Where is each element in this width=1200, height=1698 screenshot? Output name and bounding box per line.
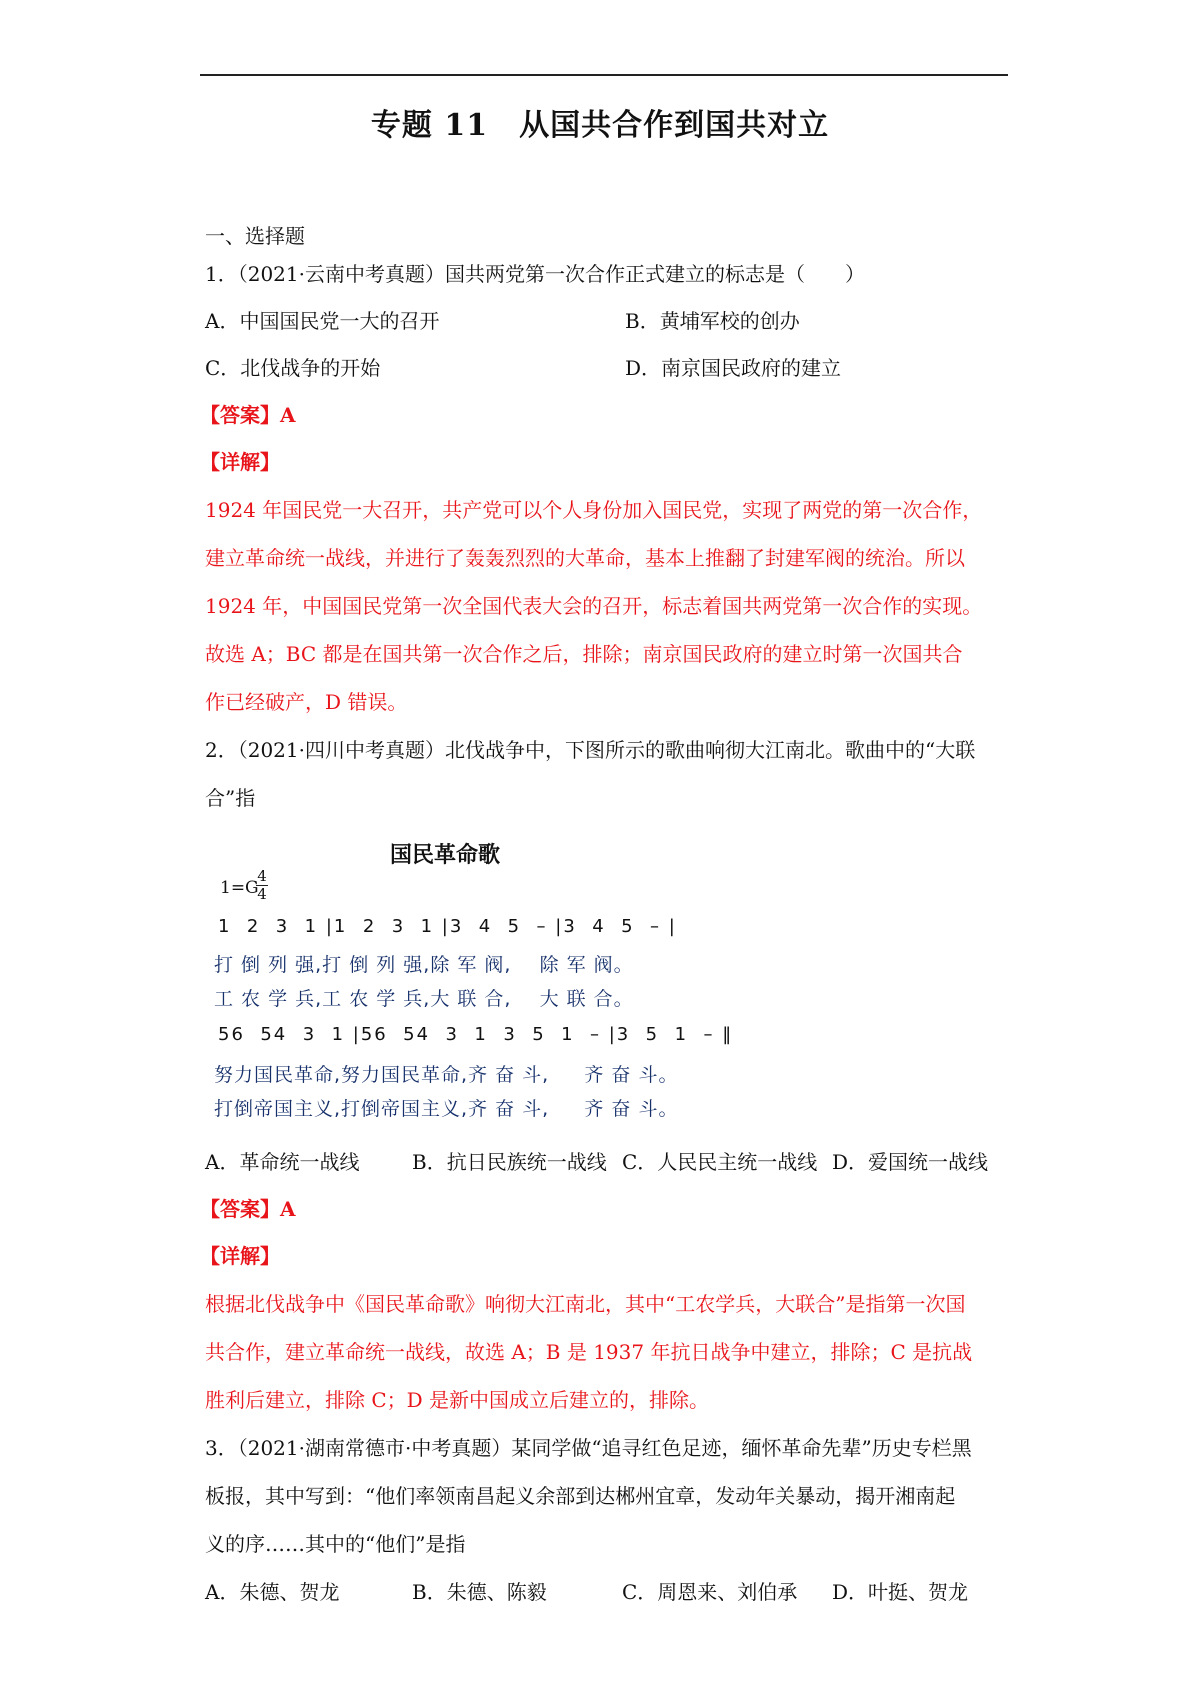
q1-option-c: C．北伐战争的开始 [205,356,381,380]
header-rule [200,74,1008,76]
q2-explanation-line: 根据北伐战争中《国民革命歌》响彻大江南北，其中“工农学兵，大联合”是指第一次国 [205,1292,966,1316]
section-label: 一、选择题 [205,224,305,248]
q1-stem: 1．（2021·云南中考真题）国共两党第一次合作正式建立的标志是（ ） [205,262,865,286]
song-lyric-line: 打 倒 列 强,打 倒 列 强,除 军 阀, 除 军 阀。 [214,954,634,976]
song-lyric-line: 工 农 学 兵,工 农 学 兵,大 联 合, 大 联 合。 [214,988,634,1010]
q2-option-d: D．爱国统一战线 [832,1150,989,1174]
q2-answer: 【答案】A [200,1197,296,1221]
q2-option-c: C．人民民主统一战线 [622,1150,818,1174]
q1-explanation-line: 1924 年，中国国民党第一次全国代表大会的召开，标志着国共两党第一次合作的实现。 [205,594,983,618]
song-time-signature [256,868,268,903]
song-key: 1=G [220,878,259,898]
q2-detail-label: 【详解】 [200,1244,280,1268]
q2-option-a: A．革命统一战线 [205,1150,360,1174]
song-score-image [210,838,734,1128]
q1-explanation-line: 建立革命统一战线，并进行了轰轰烈烈的大革命，基本上推翻了封建军阀的统治。所以 [205,546,965,570]
time-bottom: 4 [257,885,267,903]
time-top: 4 [257,867,267,885]
q3-option-a: A．朱德、贺龙 [205,1580,340,1604]
song-notes-line: 1 2 3 1 |1 2 3 1 |3 4 5 – |3 4 5 – | [218,916,677,937]
q2-stem-line: 合”指 [205,786,256,810]
q1-explanation-line: 1924 年国民党一大召开，共产党可以个人身份加入国民党，实现了两党的第一次合作， [205,498,983,522]
song-notes-line: 56 54 3 1 |56 54 3 1 3 5 1 – |3 5 1 – ‖ [218,1024,734,1045]
q3-option-c: C．周恩来、刘伯承 [622,1580,798,1604]
q3-option-b: B．朱德、陈毅 [412,1580,547,1604]
q2-option-b: B．抗日民族统一战线 [412,1150,607,1174]
q2-explanation-line: 胜利后建立，排除 C；D 是新中国成立后建立的，排除。 [205,1388,710,1412]
q3-stem-line: 板报，其中写到：“他们率领南昌起义余部到达郴州宜章，发动年关暴动，揭开湘南起 [205,1484,956,1508]
q1-explanation-line: 故选 A；BC 都是在国共第一次合作之后，排除；南京国民政府的建立时第一次国共合 [205,642,963,666]
q2-stem-line: 2．（2021·四川中考真题）北伐战争中，下图所示的歌曲响彻大江南北。歌曲中的“大联 [205,738,976,762]
q1-option-d: D．南京国民政府的建立 [625,356,842,380]
song-lyric-line: 努力国民革命,努力国民革命,齐 奋 斗, 齐 奋 斗。 [214,1064,679,1086]
q3-option-d: D．叶挺、贺龙 [832,1580,969,1604]
q1-detail-label: 【详解】 [200,450,280,474]
song-title: 国民革命歌 [390,843,501,868]
q1-explanation-line: 作已经破产，D 错误。 [205,690,408,714]
q2-explanation-line: 共合作，建立革命统一战线，故选 A；B 是 1937 年抗日战争中建立，排除；C 是抗战 [205,1340,973,1364]
song-lyric-line: 打倒帝国主义,打倒帝国主义,齐 奋 斗, 齐 奋 斗。 [214,1098,679,1120]
q1-answer: 【答案】A [200,403,296,427]
q1-option-a: A．中国国民党一大的召开 [205,309,440,333]
q3-stem-line: 3．（2021·湖南常德市·中考真题）某同学做“追寻红色足迹，缅怀革命先辈”历史专栏黑 [205,1436,972,1460]
q1-option-b: B．黄埔军校的创办 [625,309,800,333]
page-title: 专题 11 从国共合作到国共对立 [370,108,830,143]
q3-stem-line: 义的序……其中的“他们”是指 [205,1532,466,1556]
